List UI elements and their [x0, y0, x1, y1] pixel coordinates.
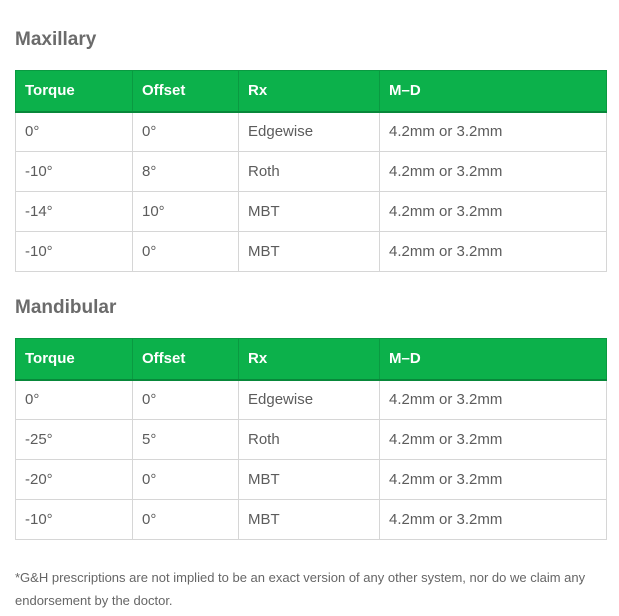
md-cell: 4.2mm or 3.2mm: [380, 152, 607, 192]
table-row: [16, 152, 607, 192]
md-cell: 4.2mm or 3.2mm: [380, 460, 607, 500]
rx-cell: MBT: [239, 460, 380, 500]
table-header-row: [16, 71, 607, 112]
torque-cell: -20°: [16, 460, 133, 500]
section-title-maxillary: Maxillary: [15, 29, 97, 50]
offset-cell: 0°: [133, 500, 239, 540]
torque-cell: -25°: [16, 420, 133, 460]
rx-cell: MBT: [239, 500, 380, 540]
offset-cell: 0°: [133, 460, 239, 500]
mandibular-table: [15, 338, 607, 540]
rx-cell: MBT: [239, 192, 380, 232]
column-header-md: M–D: [380, 71, 607, 112]
offset-cell: 10°: [133, 192, 239, 232]
table-row: [16, 420, 607, 460]
column-header-rx: Rx: [239, 71, 380, 112]
table-row: [16, 460, 607, 500]
column-header-offset: Offset: [133, 339, 239, 380]
column-header-md: M–D: [380, 339, 607, 380]
table-row: [16, 112, 607, 152]
table-header-row: [16, 339, 607, 380]
torque-cell: -10°: [16, 500, 133, 540]
table-row: [16, 232, 607, 272]
torque-cell: -10°: [16, 232, 133, 272]
offset-cell: 0°: [133, 380, 239, 420]
md-cell: 4.2mm or 3.2mm: [380, 500, 607, 540]
md-cell: 4.2mm or 3.2mm: [380, 420, 607, 460]
offset-cell: 8°: [133, 152, 239, 192]
rx-cell: Edgewise: [239, 112, 380, 152]
offset-cell: 0°: [133, 232, 239, 272]
rx-cell: Roth: [239, 420, 380, 460]
torque-cell: -14°: [16, 192, 133, 232]
column-header-torque: Torque: [16, 71, 133, 112]
offset-cell: 0°: [133, 112, 239, 152]
torque-cell: -10°: [16, 152, 133, 192]
md-cell: 4.2mm or 3.2mm: [380, 192, 607, 232]
rx-cell: Roth: [239, 152, 380, 192]
offset-cell: 5°: [133, 420, 239, 460]
torque-cell: 0°: [16, 380, 133, 420]
section-title-mandibular: Mandibular: [15, 297, 117, 318]
rx-cell: Edgewise: [239, 380, 380, 420]
maxillary-table: [15, 70, 607, 272]
torque-cell: 0°: [16, 112, 133, 152]
rx-cell: MBT: [239, 232, 380, 272]
footnote: *G&H prescriptions are not implied to be an exact version of any other system, nor do we claim any endorsement by the doctor.: [15, 570, 586, 608]
column-header-rx: Rx: [239, 339, 380, 380]
table-row: [16, 380, 607, 420]
md-cell: 4.2mm or 3.2mm: [380, 380, 607, 420]
column-header-torque: Torque: [16, 339, 133, 380]
column-header-offset: Offset: [133, 71, 239, 112]
md-cell: 4.2mm or 3.2mm: [380, 232, 607, 272]
table-row: [16, 192, 607, 232]
table-row: [16, 500, 607, 540]
md-cell: 4.2mm or 3.2mm: [380, 112, 607, 152]
